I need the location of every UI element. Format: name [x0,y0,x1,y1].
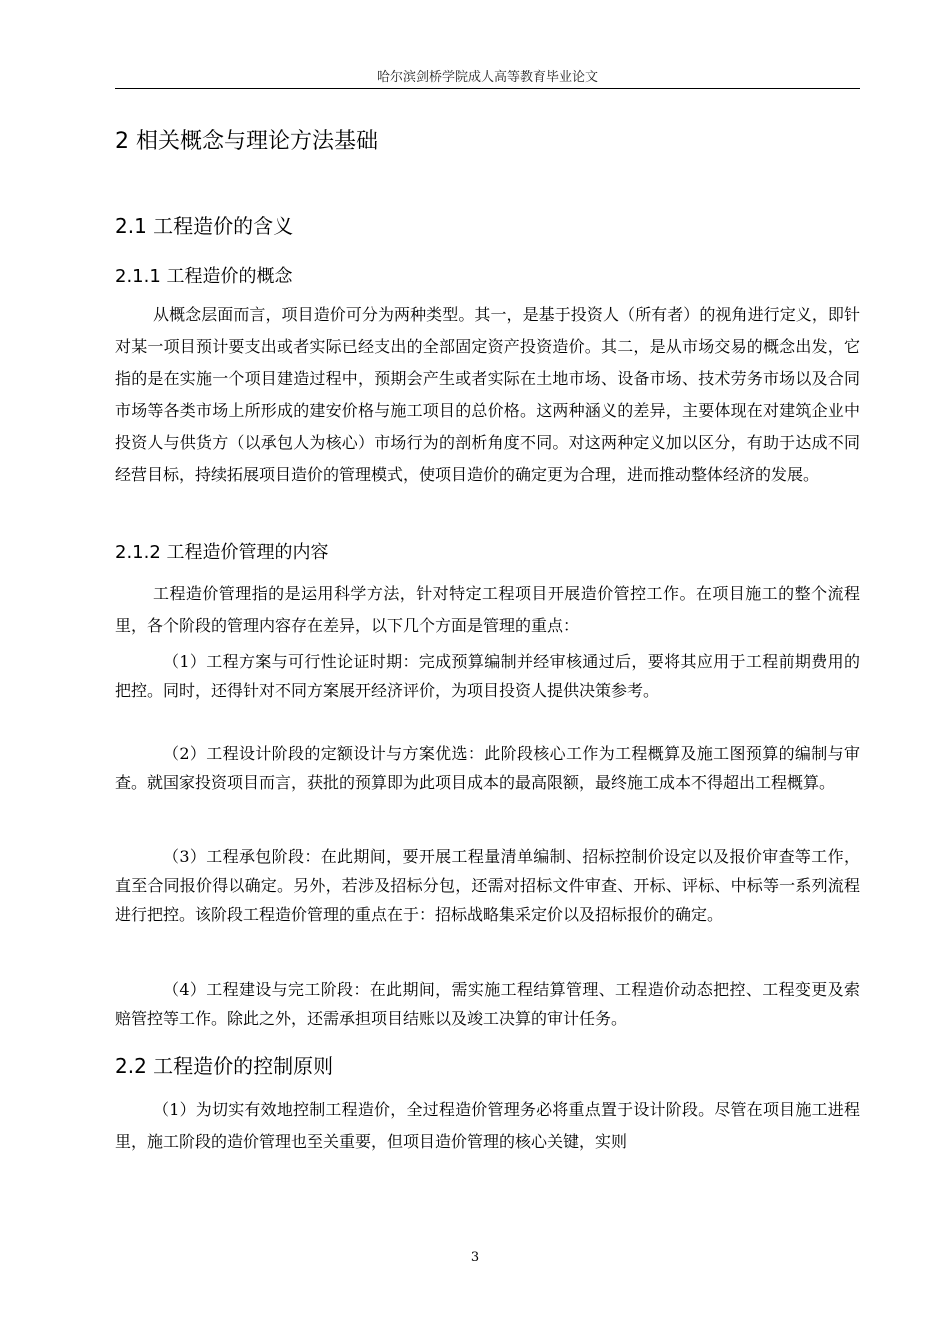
section-2-1-title: 2.1 工程造价的含义 [115,214,294,238]
running-header: 哈尔滨剑桥学院成人高等教育毕业论文 [376,70,598,85]
concept-paragraph: 从概念层面而言，项目造价可分为两种类型。其一，是基于投资人（所有者）的视角进行定义，即针对某一项目预计要支出或者实际已经支出的全部固定资产投资造价。其二，是从市场交易的概念出发，它指的是在实施一个项目建造过程中，预期会产生或者实际在土地市场、设备市场、技术劳务市场以及合同市场等各类市场上所形成的建安价格与施工项目的总价格。这两种涵义的差异，主要体现在对建筑企业中投资人与供货方（以承包人为核心）市场行为的剖析角度不同。对这两种定义加以区分，有助于达成不同经营目标，持续拓展项目造价的管理模式，使项目造价的确定更为合理，进而推动整体经济的发展。 [115,305,860,484]
management-item-1: （1）工程方案与可行性论证时期：完成预算编制并经审核通过后，要将其应用于工程前期费用的把控。同时，还得针对不同方案展开经济评价，为项目投资人提供决策参考。 [115,652,860,700]
chapter-title: 2 相关概念与理论方法基础 [115,129,378,154]
management-intro-paragraph: 工程造价管理指的是运用科学方法，针对特定工程项目开展造价管控工作。在项目施工的整个流程里，各个阶段的管理内容存在差异，以下几个方面是管理的重点： [115,584,860,635]
header-divider [115,88,860,89]
section-2-2-title: 2.2 工程造价的控制原则 [115,1054,334,1078]
management-item-2: （2）工程设计阶段的定额设计与方案优选：此阶段核心工作为工程概算及施工图预算的编制与审查。就国家投资项目而言，获批的预算即为此项目成本的最高限额，最终施工成本不得超出工程概算。 [115,744,860,792]
section-2-1-2-title: 2.1.2 工程造价管理的内容 [115,542,329,563]
section-2-1-1-title: 2.1.1 工程造价的概念 [115,266,293,287]
page-number: 3 [470,1250,480,1265]
control-principle-paragraph: （1）为切实有效地控制工程造价，全过程造价管理务必将重点置于设计阶段。尽管在项目施工进程里，施工阶段的造价管理也至关重要，但项目造价管理的核心关键，实则 [115,1100,860,1151]
management-item-4: （4）工程建设与完工阶段：在此期间，需实施工程结算管理、工程造价动态把控、工程变更及索赔管控等工作。除此之外，还需承担项目结账以及竣工决算的审计任务。 [115,980,860,1028]
management-item-3: （3）工程承包阶段：在此期间，要开展工程量清单编制、招标控制价设定以及报价审查等工作，直至合同报价得以确定。另外，若涉及招标分包，还需对招标文件审查、开标、评标、中标等一系列流程进行把控。该阶段工程造价管理的重点在于：招标战略集采定价以及招标报价的确定。 [115,847,860,924]
